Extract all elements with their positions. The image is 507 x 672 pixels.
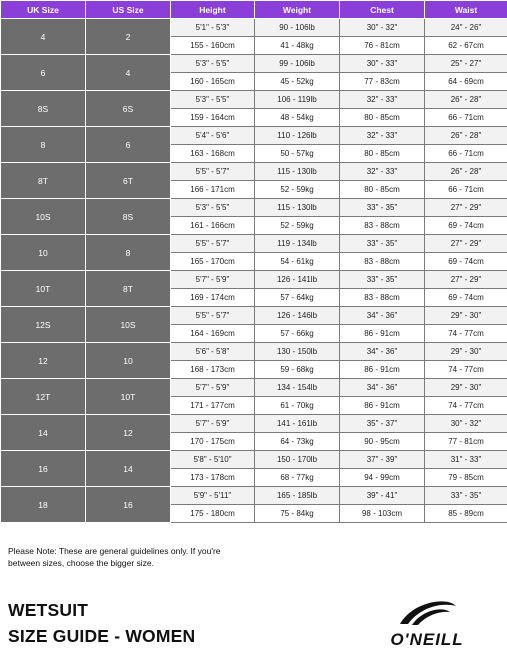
table-row xyxy=(1,55,507,73)
table-row xyxy=(1,91,507,109)
table-row xyxy=(1,235,507,253)
waist-imperial-cell: 27" - 29" xyxy=(425,235,507,253)
weight-imperial-cell: 126 - 146lb xyxy=(255,307,340,325)
us-size-cell: 10S xyxy=(86,307,171,343)
height-imperial-cell: 5'4" - 5'6" xyxy=(171,127,255,145)
waist-metric-cell: 64 - 69cm xyxy=(425,73,507,91)
table-row xyxy=(1,451,507,469)
chest-imperial-cell: 34" - 36" xyxy=(340,379,425,397)
us-size-cell: 8S xyxy=(86,199,171,235)
weight-imperial-cell: 115 - 130lb xyxy=(255,163,340,181)
waist-imperial-cell: 27" - 29" xyxy=(425,199,507,217)
waist-imperial-cell: 25" - 27" xyxy=(425,55,507,73)
height-metric-cell: 171 - 177cm xyxy=(171,397,255,415)
height-metric-cell: 170 - 175cm xyxy=(171,433,255,451)
weight-imperial-cell: 134 - 154lb xyxy=(255,379,340,397)
waist-metric-cell: 74 - 77cm xyxy=(425,397,507,415)
uk-size-cell: 14 xyxy=(1,415,86,451)
height-metric-cell: 161 - 166cm xyxy=(171,217,255,235)
height-imperial-cell: 5'5" - 5'7" xyxy=(171,235,255,253)
weight-metric-cell: 59 - 68kg xyxy=(255,361,340,379)
table-row xyxy=(1,487,507,505)
uk-size-cell: 18 xyxy=(1,487,86,523)
page-title xyxy=(8,597,195,649)
height-metric-cell: 163 - 168cm xyxy=(171,145,255,163)
weight-metric-cell: 57 - 66kg xyxy=(255,325,340,343)
weight-metric-cell: 75 - 84kg xyxy=(255,505,340,523)
title-line-2: SIZE GUIDE - WOMEN xyxy=(8,626,196,646)
height-metric-cell: 169 - 174cm xyxy=(171,289,255,307)
note-line-1: Please Note: These are general guidelines only. If you're xyxy=(8,546,221,556)
table-row xyxy=(1,127,507,145)
waist-imperial-cell: 26" - 28" xyxy=(425,163,507,181)
uk-size-cell: 10 xyxy=(1,235,86,271)
waist-metric-cell: 66 - 71cm xyxy=(425,181,507,199)
uk-size-cell: 12T xyxy=(1,379,86,415)
weight-imperial-cell: 150 - 170lb xyxy=(255,451,340,469)
logo-text: O'NEILL xyxy=(390,630,464,649)
size-chart-body xyxy=(1,19,507,523)
waist-metric-cell: 74 - 77cm xyxy=(425,325,507,343)
us-size-cell: 12 xyxy=(86,415,171,451)
weight-metric-cell: 52 - 59kg xyxy=(255,217,340,235)
height-metric-cell: 173 - 178cm xyxy=(171,469,255,487)
waist-metric-cell: 66 - 71cm xyxy=(425,145,507,163)
weight-metric-cell: 45 - 52kg xyxy=(255,73,340,91)
height-imperial-cell: 5'9" - 5'11" xyxy=(171,487,255,505)
waist-imperial-cell: 29" - 30" xyxy=(425,379,507,397)
chest-imperial-cell: 32" - 33" xyxy=(340,163,425,181)
us-size-cell: 6S xyxy=(86,91,171,127)
chest-metric-cell: 86 - 91cm xyxy=(340,361,425,379)
table-row xyxy=(1,307,507,325)
us-size-cell: 6 xyxy=(86,127,171,163)
chest-imperial-cell: 33" - 35" xyxy=(340,271,425,289)
waist-imperial-cell: 26" - 28" xyxy=(425,91,507,109)
height-imperial-cell: 5'3" - 5'5" xyxy=(171,91,255,109)
height-metric-cell: 165 - 170cm xyxy=(171,253,255,271)
header-uk-size: UK Size xyxy=(1,1,86,19)
waist-metric-cell: 66 - 71cm xyxy=(425,109,507,127)
waist-imperial-cell: 26" - 28" xyxy=(425,127,507,145)
header-chest: Chest xyxy=(340,1,425,19)
chest-metric-cell: 83 - 88cm xyxy=(340,253,425,271)
table-row xyxy=(1,415,507,433)
height-imperial-cell: 5'5" - 5'7" xyxy=(171,307,255,325)
chest-metric-cell: 90 - 95cm xyxy=(340,433,425,451)
height-metric-cell: 155 - 160cm xyxy=(171,37,255,55)
chest-imperial-cell: 33" - 35" xyxy=(340,235,425,253)
chest-metric-cell: 94 - 99cm xyxy=(340,469,425,487)
uk-size-cell: 12S xyxy=(1,307,86,343)
weight-metric-cell: 52 - 59kg xyxy=(255,181,340,199)
uk-size-cell: 10S xyxy=(1,199,86,235)
table-row xyxy=(1,271,507,289)
chest-metric-cell: 83 - 88cm xyxy=(340,289,425,307)
height-imperial-cell: 5'6" - 5'8" xyxy=(171,343,255,361)
uk-size-cell: 6 xyxy=(1,55,86,91)
us-size-cell: 8 xyxy=(86,235,171,271)
height-imperial-cell: 5'7" - 5'9" xyxy=(171,379,255,397)
chest-imperial-cell: 32" - 33" xyxy=(340,127,425,145)
chest-metric-cell: 80 - 85cm xyxy=(340,145,425,163)
waist-imperial-cell: 31" - 33" xyxy=(425,451,507,469)
us-size-cell: 16 xyxy=(86,487,171,523)
chest-imperial-cell: 37" - 39" xyxy=(340,451,425,469)
waist-metric-cell: 79 - 85cm xyxy=(425,469,507,487)
waist-metric-cell: 77 - 81cm xyxy=(425,433,507,451)
weight-metric-cell: 50 - 57kg xyxy=(255,145,340,163)
chest-imperial-cell: 34" - 36" xyxy=(340,343,425,361)
us-size-cell: 6T xyxy=(86,163,171,199)
weight-imperial-cell: 119 - 134lb xyxy=(255,235,340,253)
title-line-1: WETSUIT xyxy=(8,600,89,620)
weight-metric-cell: 41 - 48kg xyxy=(255,37,340,55)
uk-size-cell: 16 xyxy=(1,451,86,487)
uk-size-cell: 4 xyxy=(1,19,86,55)
weight-metric-cell: 68 - 77kg xyxy=(255,469,340,487)
header-height: Height xyxy=(171,1,255,19)
us-size-cell: 10 xyxy=(86,343,171,379)
weight-metric-cell: 54 - 61kg xyxy=(255,253,340,271)
us-size-cell: 10T xyxy=(86,379,171,415)
wave-logo-icon xyxy=(352,598,502,628)
weight-metric-cell: 57 - 64kg xyxy=(255,289,340,307)
weight-imperial-cell: 165 - 185lb xyxy=(255,487,340,505)
header-row xyxy=(1,1,507,19)
chest-imperial-cell: 32" - 33" xyxy=(340,91,425,109)
table-row xyxy=(1,163,507,181)
chest-metric-cell: 86 - 91cm xyxy=(340,325,425,343)
height-imperial-cell: 5'5" - 5'7" xyxy=(171,163,255,181)
height-imperial-cell: 5'8" - 5'10" xyxy=(171,451,255,469)
chest-imperial-cell: 30" - 32" xyxy=(340,19,425,37)
chest-metric-cell: 98 - 103cm xyxy=(340,505,425,523)
chest-imperial-cell: 30" - 33" xyxy=(340,55,425,73)
weight-metric-cell: 61 - 70kg xyxy=(255,397,340,415)
height-metric-cell: 164 - 169cm xyxy=(171,325,255,343)
header-weight: Weight xyxy=(255,1,340,19)
chest-imperial-cell: 39" - 41" xyxy=(340,487,425,505)
waist-metric-cell: 74 - 77cm xyxy=(425,361,507,379)
chest-metric-cell: 83 - 88cm xyxy=(340,217,425,235)
weight-metric-cell: 48 - 54kg xyxy=(255,109,340,127)
height-metric-cell: 168 - 173cm xyxy=(171,361,255,379)
weight-imperial-cell: 115 - 130lb xyxy=(255,199,340,217)
chest-metric-cell: 77 - 83cm xyxy=(340,73,425,91)
chest-metric-cell: 76 - 81cm xyxy=(340,37,425,55)
chest-imperial-cell: 34" - 36" xyxy=(340,307,425,325)
us-size-cell: 4 xyxy=(86,55,171,91)
us-size-cell: 2 xyxy=(86,19,171,55)
uk-size-cell: 10T xyxy=(1,271,86,307)
brand-logo xyxy=(352,598,502,650)
uk-size-cell: 8S xyxy=(1,91,86,127)
waist-metric-cell: 69 - 74cm xyxy=(425,253,507,271)
waist-metric-cell: 85 - 89cm xyxy=(425,505,507,523)
height-metric-cell: 160 - 165cm xyxy=(171,73,255,91)
waist-imperial-cell: 27" - 29" xyxy=(425,271,507,289)
weight-imperial-cell: 130 - 150lb xyxy=(255,343,340,361)
waist-imperial-cell: 29" - 30" xyxy=(425,343,507,361)
height-metric-cell: 166 - 171cm xyxy=(171,181,255,199)
us-size-cell: 14 xyxy=(86,451,171,487)
weight-imperial-cell: 110 - 126lb xyxy=(255,127,340,145)
header-us-size: US Size xyxy=(86,1,171,19)
waist-imperial-cell: 29" - 30" xyxy=(425,307,507,325)
height-metric-cell: 159 - 164cm xyxy=(171,109,255,127)
chest-imperial-cell: 35" - 37" xyxy=(340,415,425,433)
table-row xyxy=(1,19,507,37)
table-row xyxy=(1,199,507,217)
height-imperial-cell: 5'3" - 5'5" xyxy=(171,199,255,217)
height-imperial-cell: 5'7" - 5'9" xyxy=(171,271,255,289)
weight-imperial-cell: 99 - 106lb xyxy=(255,55,340,73)
table-row xyxy=(1,343,507,361)
us-size-cell: 8T xyxy=(86,271,171,307)
note-line-2: between sizes, choose the bigger size. xyxy=(8,558,155,568)
height-imperial-cell: 5'3" - 5'5" xyxy=(171,55,255,73)
height-imperial-cell: 5'7" - 5'9" xyxy=(171,415,255,433)
weight-metric-cell: 64 - 73kg xyxy=(255,433,340,451)
weight-imperial-cell: 126 - 141lb xyxy=(255,271,340,289)
note xyxy=(8,545,308,569)
weight-imperial-cell: 106 - 119lb xyxy=(255,91,340,109)
weight-imperial-cell: 90 - 106lb xyxy=(255,19,340,37)
table-row xyxy=(1,379,507,397)
header-waist: Waist xyxy=(425,1,507,19)
chest-metric-cell: 80 - 85cm xyxy=(340,109,425,127)
waist-metric-cell: 69 - 74cm xyxy=(425,217,507,235)
uk-size-cell: 8 xyxy=(1,127,86,163)
weight-imperial-cell: 141 - 161lb xyxy=(255,415,340,433)
uk-size-cell: 8T xyxy=(1,163,86,199)
chest-metric-cell: 86 - 91cm xyxy=(340,397,425,415)
waist-imperial-cell: 24" - 26" xyxy=(425,19,507,37)
chest-metric-cell: 80 - 85cm xyxy=(340,181,425,199)
waist-metric-cell: 62 - 67cm xyxy=(425,37,507,55)
waist-metric-cell: 69 - 74cm xyxy=(425,289,507,307)
chest-imperial-cell: 33" - 35" xyxy=(340,199,425,217)
height-imperial-cell: 5'1" - 5'3" xyxy=(171,19,255,37)
waist-imperial-cell: 33" - 35" xyxy=(425,487,507,505)
uk-size-cell: 12 xyxy=(1,343,86,379)
waist-imperial-cell: 30" - 32" xyxy=(425,415,507,433)
height-metric-cell: 175 - 180cm xyxy=(171,505,255,523)
